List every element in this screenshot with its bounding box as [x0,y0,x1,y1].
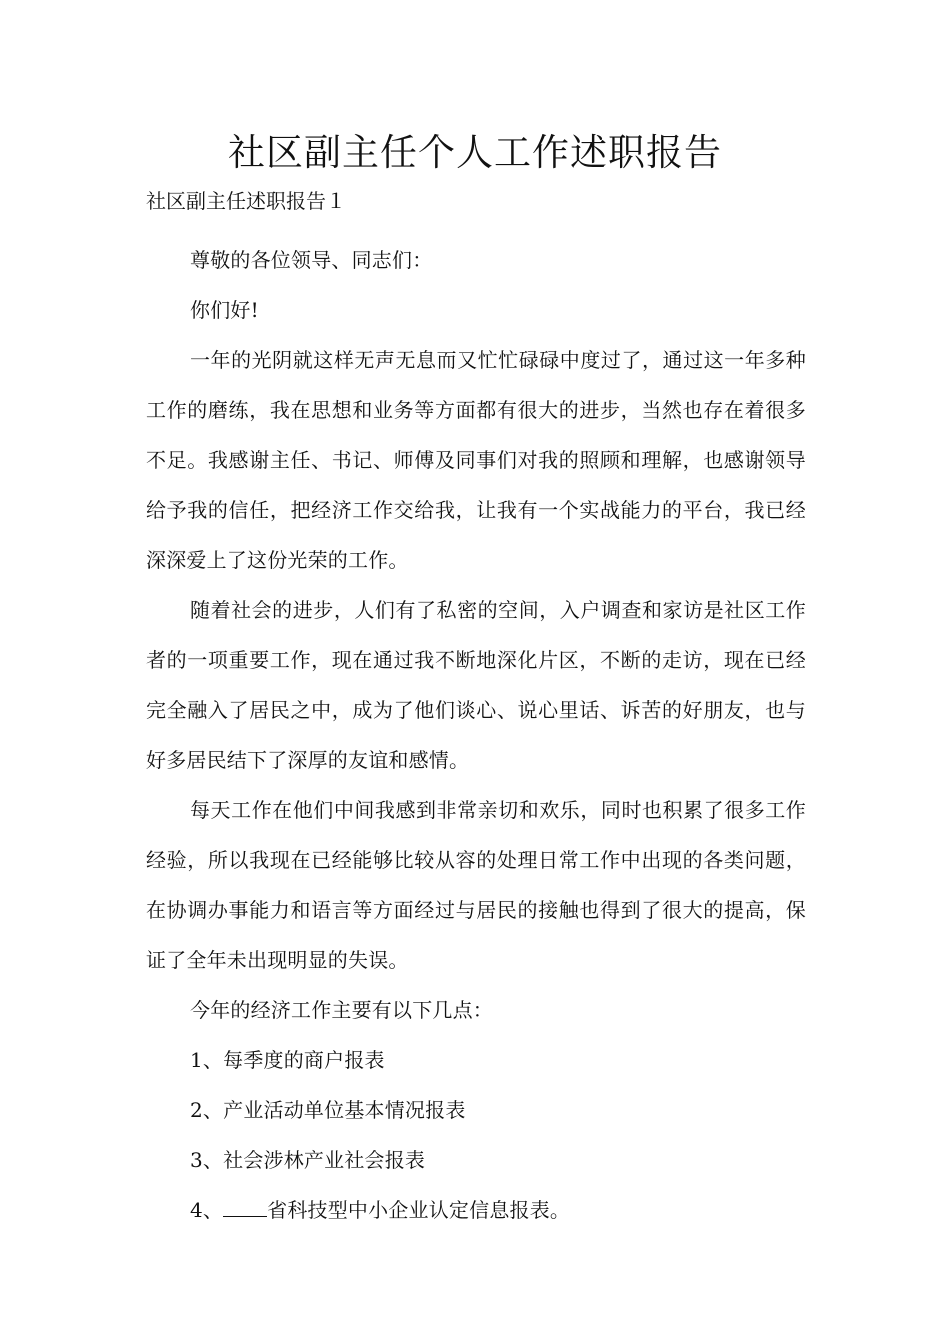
list-item-prefix: 4、 [190,1198,224,1222]
document-title: 社区副主任个人工作述职报告 [228,131,722,174]
document-body [146,235,806,1235]
body-paragraph: 每天工作在他们中间我感到非常亲切和欢乐，同时也积累了很多工作经验，所以我现在已经能够比较从容的处理日常工作中出现的各类问题，在协调办事能力和语言等方面经过与居民的接触也得到了很大的提高，保证了全年未出现明显的失误。 [146,798,806,972]
list-item-suffix: 省科技型中小企业认定信息报表。 [267,1198,571,1222]
list-item: 3、社会涉林产业社会报表 [190,1148,426,1172]
greeting-paragraph: 你们好! [190,298,259,322]
body-paragraph: 今年的经济工作主要有以下几点： [190,998,493,1022]
list-item: 2、产业活动单位基本情况报表 [190,1098,466,1122]
blank-underline [223,1198,267,1217]
body-paragraph: 一年的光阴就这样无声无息而又忙忙碌碌中度过了，通过这一年多种工作的磨练，我在思想和业务等方面都有很大的进步，当然也存在着很多不足。我感谢主任、书记、师傅及同事们对我的照顾和理解，也感谢领导给予我的信任，把经济工作交给我，让我有一个实战能力的平台，我已经深深爱上了这份光荣的工作。 [146,348,806,572]
document-subtitle: 社区副主任述职报告１ [146,189,346,213]
list-item: 1、每季度的商户报表 [190,1048,385,1072]
list-item [146,1185,806,1235]
body-paragraph: 随着社会的进步，人们有了私密的空间，入户调查和家访是社区工作者的一项重要工作，现在通过我不断地深化片区，不断的走访，现在已经完全融入了居民之中，成为了他们谈心、说心里话、诉苦的好朋友，也与好多居民结下了深厚的友谊和感情。 [146,598,806,772]
salutation-paragraph: 尊敬的各位领导、同志们： [190,248,433,272]
